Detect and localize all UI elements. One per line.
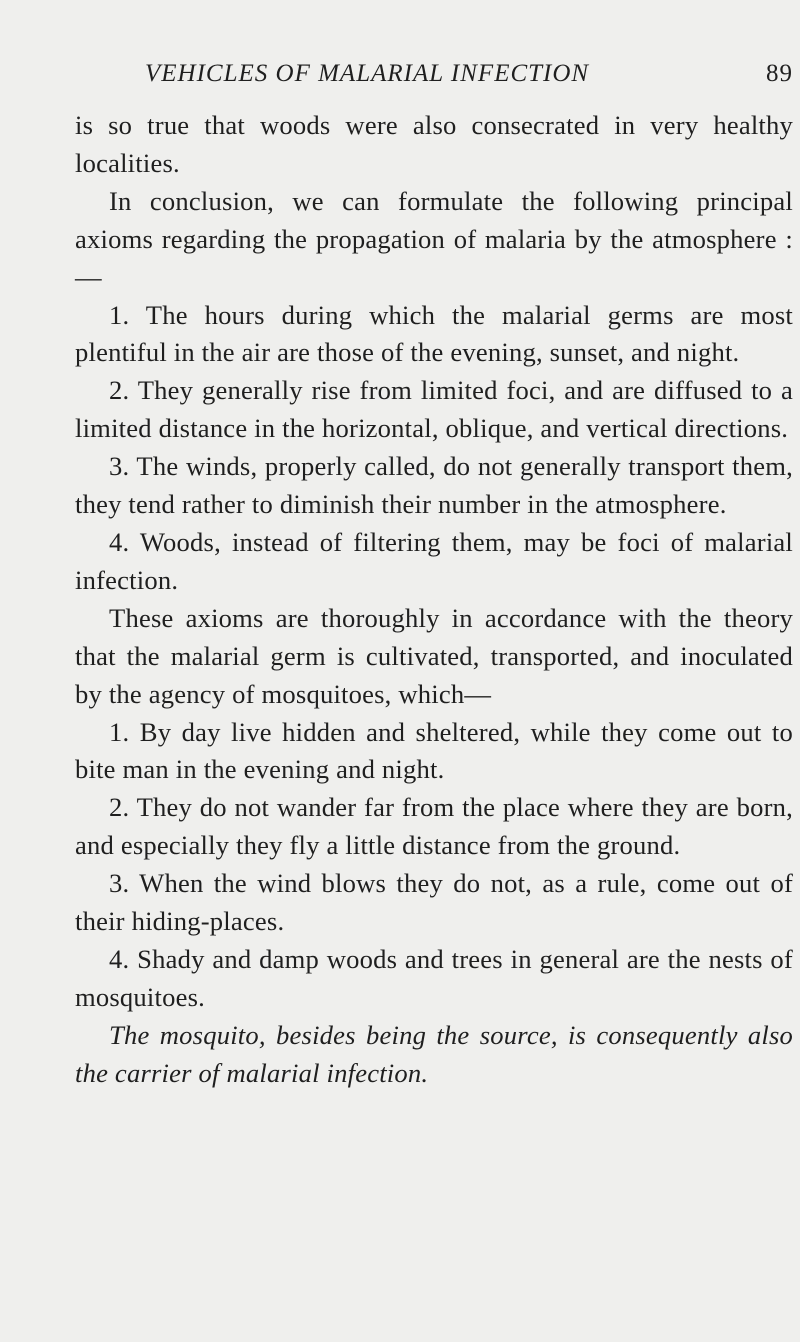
axiom-1: 1. The hours during which the malarial germs are most plentiful in the air are those of the evening, sunset, and night.	[75, 299, 793, 368]
axiom-3: 3. The winds, properly called, do not generally transport them, they tend rather to diminish their number in the atmosphere.	[75, 451, 793, 520]
italic-conclusion: The mosquito, besides being the source, is consequently also the carrier of malarial infection.	[75, 1019, 793, 1088]
running-title: VEHICLES OF MALARIAL INFECTION	[145, 60, 590, 87]
axiom-2: 2. They generally rise from limited foci, and are diffused to a limited distance in the horizontal, oblique, and vertical directions.	[75, 375, 793, 444]
mosquito-point-1: 1. By day live hidden and sheltered, while they come out to bite man in the evening and night.	[75, 716, 793, 785]
mosquito-point-2: 2. They do not wander far from the place where they are born, and especially they fly a little distance from the ground.	[75, 792, 793, 861]
axiom-4: 4. Woods, instead of filtering them, may be foci of malarial infection.	[75, 526, 793, 595]
paragraph-continuation: is so true that woods were also consecrated in very healthy localities.	[75, 110, 793, 178]
mosquito-point-4: 4. Shady and damp woods and trees in general are the nests of mosquitoes.	[75, 943, 793, 1012]
mosquito-point-3: 3. When the wind blows they do not, as a rule, come out of their hiding-places.	[75, 868, 793, 937]
running-head	[75, 60, 793, 94]
page-number: 89	[766, 60, 793, 87]
body-text	[75, 107, 793, 1093]
paragraph-mosquito-theory: These axioms are thoroughly in accordance with the theory that the malarial germ is cultivated, transported, and inoculated by the agency of mosquitoes, which—	[75, 602, 793, 709]
paragraph-conclusion-intro: In conclusion, we can formulate the following principal axioms regarding the propagation of malaria by the atmosphere :—	[75, 185, 793, 292]
